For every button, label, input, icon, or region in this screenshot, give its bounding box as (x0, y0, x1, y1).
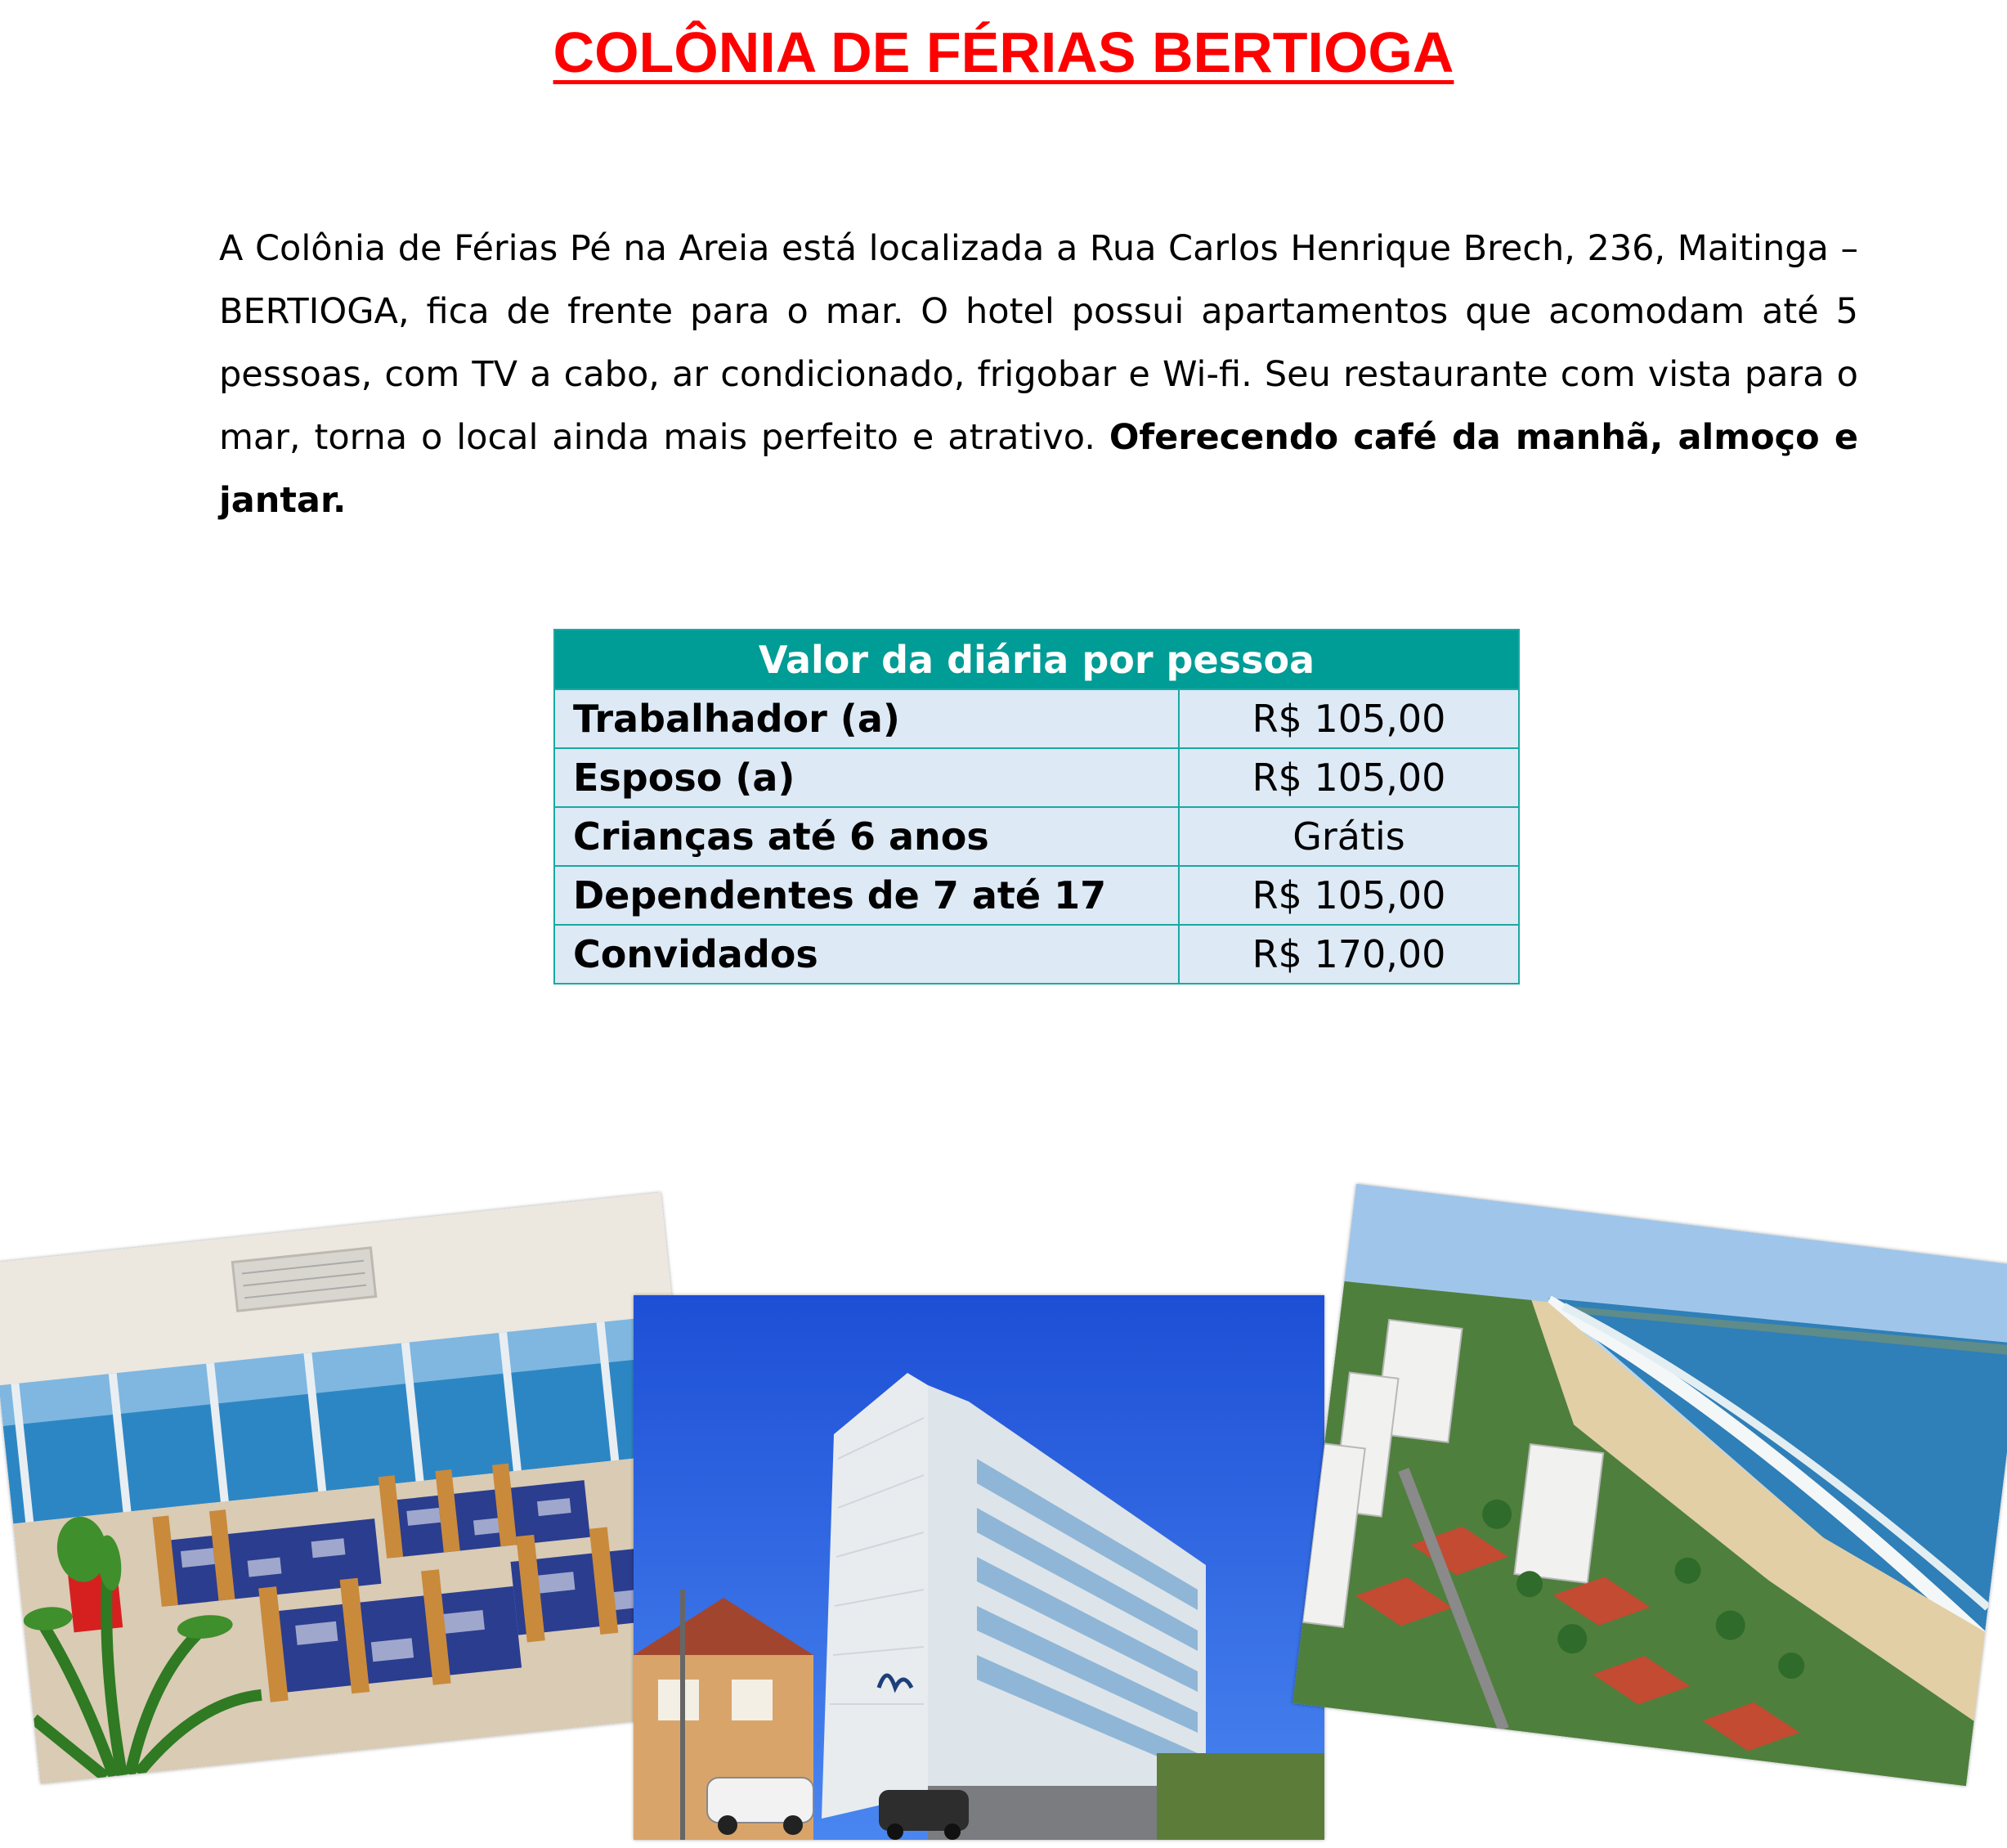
price-value: R$ 105,00 (1179, 748, 1519, 807)
price-table-header: Valor da diária por pessoa (554, 630, 1519, 689)
price-value: R$ 170,00 (1179, 925, 1519, 984)
beach-aerial-illustration (1292, 1184, 2007, 1786)
restaurant-photo (0, 1192, 715, 1783)
price-table (553, 629, 1520, 985)
price-label: Esposo (a) (554, 748, 1179, 807)
price-label: Dependentes de 7 até 17 (554, 866, 1179, 925)
table-row (554, 689, 1519, 748)
intro-paragraph (219, 218, 1858, 532)
hotel-building-illustration (634, 1295, 1324, 1840)
price-label: Trabalhador (a) (554, 689, 1179, 748)
price-value: R$ 105,00 (1179, 866, 1519, 925)
beach-aerial-photo (1292, 1184, 2007, 1786)
table-row (554, 807, 1519, 866)
price-value: Grátis (1179, 807, 1519, 866)
price-label: Convidados (554, 925, 1179, 984)
price-table-header-row (554, 630, 1519, 689)
price-label: Crianças até 6 anos (554, 807, 1179, 866)
restaurant-illustration (0, 1192, 715, 1783)
price-value: R$ 105,00 (1179, 689, 1519, 748)
intro-text: A Colônia de Férias Pé na Areia está localizada a Rua Carlos Henrique Brech, 236, Maitinga – BERTIOGA, fica de frente para o mar. O hotel possui apartamentos que acomodam até 5 pessoas, com TV a cabo, ar condicionado, frigobar e Wi-fi. Seu restaurante com vista para o mar, torna o local ainda mais perfeito e atrativo. (219, 228, 1858, 458)
table-row (554, 925, 1519, 984)
page-title: COLÔNIA DE FÉRIAS BERTIOGA (553, 20, 1454, 84)
table-row (554, 866, 1519, 925)
hotel-building-photo (634, 1295, 1324, 1840)
table-row (554, 748, 1519, 807)
intro-bold-text: Oferecendo café da manhã, almoço e jantar. (219, 417, 1858, 521)
